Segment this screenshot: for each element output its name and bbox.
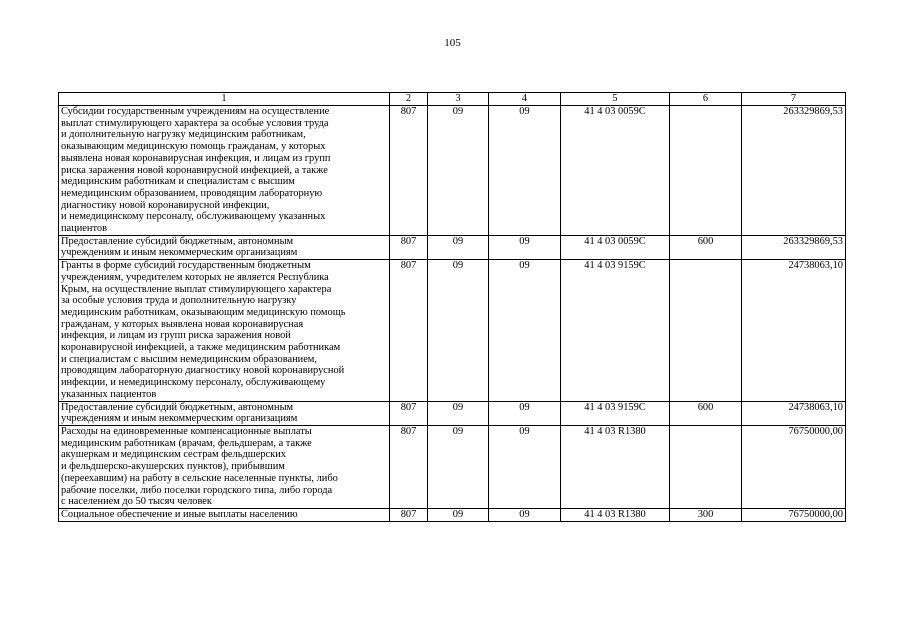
table-row <box>59 401 846 425</box>
row-name: Предоставление субсидий бюджетным, автономным учреждениям и иным некоммерческим организациям <box>59 235 390 259</box>
column-header-5: 5 <box>561 93 670 106</box>
row-subsection-code: 09 <box>489 235 561 259</box>
row-ministry-code: 807 <box>390 425 428 508</box>
column-header-6: 6 <box>670 93 742 106</box>
row-subsection-code: 09 <box>489 106 561 236</box>
row-target-article: 41 4 03 0059С <box>561 106 670 236</box>
row-ministry-code: 807 <box>390 401 428 425</box>
row-name: Предоставление субсидий бюджетным, автономным учреждениям и иным некоммерческим организациям <box>59 401 390 425</box>
row-subsection-code: 09 <box>489 401 561 425</box>
row-section-code: 09 <box>428 425 489 508</box>
table-row <box>59 235 846 259</box>
table-row <box>59 425 846 508</box>
row-amount: 76750000,00 <box>742 425 846 508</box>
row-name: Расходы на единовременные компенсационные выплаты медицинским работникам (врачам, фельдшерам, а также акушеркам и медицинским сестрам фельдшерских и фельдшерско-акушерских пунктов), прибывшим (переехавшим) на работу в сельские населенные пункты, либо рабочие поселки, либо поселки городского типа, либо города с населением до 50 тысяч человек <box>59 425 390 508</box>
row-amount: 24738063,10 <box>742 401 846 425</box>
row-ministry-code: 807 <box>390 106 428 236</box>
row-target-article: 41 4 03 0059С <box>561 235 670 259</box>
row-target-article: 41 4 03 R1380 <box>561 508 670 521</box>
row-subsection-code: 09 <box>489 260 561 401</box>
row-section-code: 09 <box>428 260 489 401</box>
row-ministry-code: 807 <box>390 508 428 521</box>
row-name: Социальное обеспечение и иные выплаты населению <box>59 508 390 521</box>
column-header-4: 4 <box>489 93 561 106</box>
row-subsection-code: 09 <box>489 425 561 508</box>
row-amount: 263329869,53 <box>742 106 846 236</box>
page-number: 105 <box>444 37 461 49</box>
row-name: Гранты в форме субсидий государственным бюджетным учреждениям, учредителем которых не является Республика Крым, на осуществление выплат стимулирующего характера за особые условия труда и дополнительную нагрузку медицинским работникам, оказывающим медицинскую помощь гражданам, у которых выявлена новая коронавирусная инфекция, и лицам из групп риска заражения новой коронавирусной инфекцией, а также медицинским работникам и специалистам с высшим немедицинским образованием, проводящим лабораторную диагностику новой коронавирусной инфекции, и немедицинскому персоналу, обслуживающему указанных пациентов <box>59 260 390 401</box>
row-amount: 76750000,00 <box>742 508 846 521</box>
table-row <box>59 260 846 401</box>
row-section-code: 09 <box>428 401 489 425</box>
row-expense-type: 600 <box>670 235 742 259</box>
row-target-article: 41 4 03 9159С <box>561 401 670 425</box>
row-amount: 263329869,53 <box>742 235 846 259</box>
column-header-2: 2 <box>390 93 428 106</box>
row-section-code: 09 <box>428 235 489 259</box>
row-expense-type <box>670 260 742 401</box>
row-target-article: 41 4 03 R1380 <box>561 425 670 508</box>
column-header-1: 1 <box>59 93 390 106</box>
row-expense-type <box>670 106 742 236</box>
row-expense-type <box>670 425 742 508</box>
row-subsection-code: 09 <box>489 508 561 521</box>
row-section-code: 09 <box>428 508 489 521</box>
column-header-7: 7 <box>742 93 846 106</box>
row-expense-type: 600 <box>670 401 742 425</box>
row-amount: 24738063,10 <box>742 260 846 401</box>
row-target-article: 41 4 03 9159С <box>561 260 670 401</box>
header-row <box>59 93 846 106</box>
column-header-3: 3 <box>428 93 489 106</box>
row-name: Субсидии государственным учреждениям на осуществление выплат стимулирующего характера за особые условия труда и дополнительную нагрузку медицинским работникам, оказывающим медицинскую помощь гражданам, у которых выявлена новая коронавирусная инфекция, и лицам из групп риска заражения новой коронавирусной инфекцией, а также медицинским работникам и специалистам с высшим немедицинским образованием, проводящим лабораторную диагностику новой коронавирусной инфекции, и немедицинскому персоналу, обслуживающему указанных пациентов <box>59 106 390 236</box>
row-expense-type: 300 <box>670 508 742 521</box>
table-row <box>59 508 846 521</box>
budget-table <box>58 92 846 522</box>
row-ministry-code: 807 <box>390 235 428 259</box>
row-ministry-code: 807 <box>390 260 428 401</box>
row-section-code: 09 <box>428 106 489 236</box>
table-row <box>59 106 846 236</box>
